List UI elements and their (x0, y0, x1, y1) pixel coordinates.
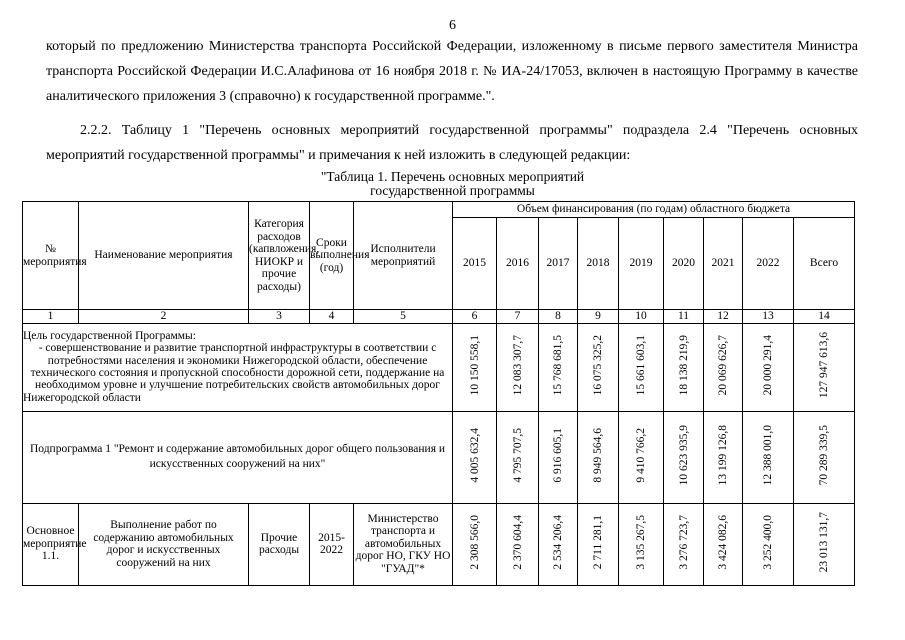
measure-value-cell (704, 503, 743, 585)
measures-table (22, 201, 855, 586)
measure-row (23, 503, 855, 585)
header-year: 2017 (539, 218, 578, 310)
subprogram-value: 10 623 935,9 (677, 425, 690, 486)
subprogram-value-cell (794, 411, 855, 503)
goal-value: 20 069 626,7 (717, 335, 729, 396)
header-funding: Объем финансирования (по годам) областного бюджета (453, 202, 855, 218)
header-year: 2018 (578, 218, 619, 310)
measure-value: 3 252 400,0 (762, 515, 774, 570)
header-term: Сроки выполнения (год) (310, 202, 354, 310)
measure-num: Основное мероприятие 1.1. (23, 503, 79, 585)
subprogram-value-cell (539, 411, 578, 503)
goal-value-cell (619, 323, 664, 411)
col-number: 12 (704, 310, 743, 324)
header-year: 2015 (453, 218, 497, 310)
subprogram-value: 8 949 564,6 (592, 428, 604, 483)
measure-value: 3 135 267,5 (635, 515, 647, 570)
goal-value-cell (743, 323, 794, 411)
measure-term: 2015-2022 (310, 503, 354, 585)
measure-value-cell (453, 503, 497, 585)
measure-name: Выполнение работ по содержанию автомобильных дорог и искусственных сооружений на них (79, 503, 249, 585)
goal-total: 127 947 613,6 (818, 332, 830, 399)
measure-value: 2 308 566,0 (468, 515, 481, 570)
col-number: 8 (539, 310, 578, 324)
col-number: 13 (743, 310, 794, 324)
measure-total: 23 013 131,7 (818, 512, 830, 573)
paragraph-1: который по предложению Министерства транспорта Российской Федерации, изложенному в письме первого заместителя Министра транспорта Российской Федерации И.С.Алафинова от 16 ноября 2018 г. № ИА-24/17053, включен в настоящую Программу в качестве аналитического приложения 3 (справочно) к государственной программе.". (46, 39, 858, 104)
paragraph-2: 2.2.2. Таблицу 1 "Перечень основных мероприятий государственной программы" подраздела 2.4 "Перечень основных мероприятий государственной программы" и примечания к ней изложить в следующей редакции: (46, 123, 858, 163)
subprogram-value: 12 388 001,0 (762, 425, 774, 486)
header-year: 2020 (664, 218, 704, 310)
measure-executors: Министерство транспорта и автомобильных дорог НО, ГКУ НО "ГУАД"* (354, 503, 453, 585)
col-number: 11 (664, 310, 704, 324)
header-executors: Исполнители мероприятий (354, 202, 453, 310)
subprogram-text: Подпрограмма 1 "Ремонт и содержание автомобильных дорог общего пользования и искусственных сооружений на них" (23, 411, 453, 503)
header-total: Всего (794, 218, 855, 310)
subprogram-total: 70 289 339,5 (818, 425, 830, 486)
table-caption (0, 170, 905, 198)
goal-value: 16 075 325,2 (592, 335, 604, 396)
subprogram-value: 6 916 605,1 (552, 428, 564, 483)
goal-value-cell (794, 323, 855, 411)
col-number: 4 (310, 310, 354, 324)
measure-value: 2 534 206,4 (552, 515, 564, 570)
subprogram-value-cell (619, 411, 664, 503)
goal-value-cell (539, 323, 578, 411)
goal-value: 12 083 307,7 (511, 335, 524, 396)
column-numbers-row (23, 310, 855, 324)
measure-value-cell (743, 503, 794, 585)
subprogram-value: 13 199 126,8 (717, 425, 729, 486)
goal-value-cell (497, 323, 539, 411)
subprogram-value: 9 410 766,2 (635, 428, 647, 483)
goal-text: Цель государственной Программы: - совершенствование и развитие транспортной инфраструктуры в соответствии с потребностями населения и экономики Нижегородской области, обеспечение технического состояния и пропускной способности дорожной сети, поддержание на необходимом уровне и улучшение потребительских свойств автомобильных дорог Нижегородской области (23, 323, 453, 411)
header-category: Категория расходов (капвложения, НИОКР и прочие расходы) (249, 202, 310, 310)
header-name: Наименование мероприятия (79, 202, 249, 310)
goal-value-cell (578, 323, 619, 411)
measure-value: 2 370 604,4 (511, 515, 524, 570)
subprogram-value: 4 005 632,4 (468, 428, 481, 483)
measure-value-cell (497, 503, 539, 585)
goal-value-cell (453, 323, 497, 411)
goal-value: 15 661 603,1 (635, 335, 647, 396)
goal-value-cell (704, 323, 743, 411)
col-number: 1 (23, 310, 79, 324)
page-number: 6 (449, 18, 456, 33)
goal-row (23, 323, 855, 411)
measure-value-cell (539, 503, 578, 585)
measure-value-cell (619, 503, 664, 585)
subprogram-value: 4 795 707,5 (511, 428, 524, 483)
col-number: 7 (497, 310, 539, 324)
header-year: 2021 (704, 218, 743, 310)
subprogram-value-cell (664, 411, 704, 503)
measure-value: 3 424 082,6 (717, 515, 729, 570)
header-year: 2016 (497, 218, 539, 310)
caption-line-2: государственной программы (370, 183, 535, 198)
col-number: 14 (794, 310, 855, 324)
header-year: 2022 (743, 218, 794, 310)
col-number: 2 (79, 310, 249, 324)
subprogram-value-cell (704, 411, 743, 503)
caption-line-1: "Таблица 1. Перечень основных мероприятий (320, 169, 585, 184)
goal-value-cell (664, 323, 704, 411)
header-year: 2019 (619, 218, 664, 310)
measure-value: 3 276 723,7 (677, 515, 690, 570)
subprogram-row (23, 411, 855, 503)
goal-value: 20 000 291,4 (762, 335, 774, 396)
col-number: 9 (578, 310, 619, 324)
measure-value-cell (794, 503, 855, 585)
subprogram-value-cell (743, 411, 794, 503)
measure-value-cell (578, 503, 619, 585)
subprogram-value-cell (453, 411, 497, 503)
subprogram-value-cell (497, 411, 539, 503)
goal-value: 10 150 558,1 (468, 335, 481, 396)
goal-value: 15 768 681,5 (552, 335, 564, 396)
measure-value-cell (664, 503, 704, 585)
subprogram-value-cell (578, 411, 619, 503)
col-number: 5 (354, 310, 453, 324)
measure-category: Прочие расходы (249, 503, 310, 585)
col-number: 6 (453, 310, 497, 324)
header-num: № мероприятия (23, 202, 79, 310)
goal-value: 18 138 219,9 (677, 335, 690, 396)
col-number: 3 (249, 310, 310, 324)
col-number: 10 (619, 310, 664, 324)
measure-value: 2 711 281,1 (592, 515, 604, 570)
